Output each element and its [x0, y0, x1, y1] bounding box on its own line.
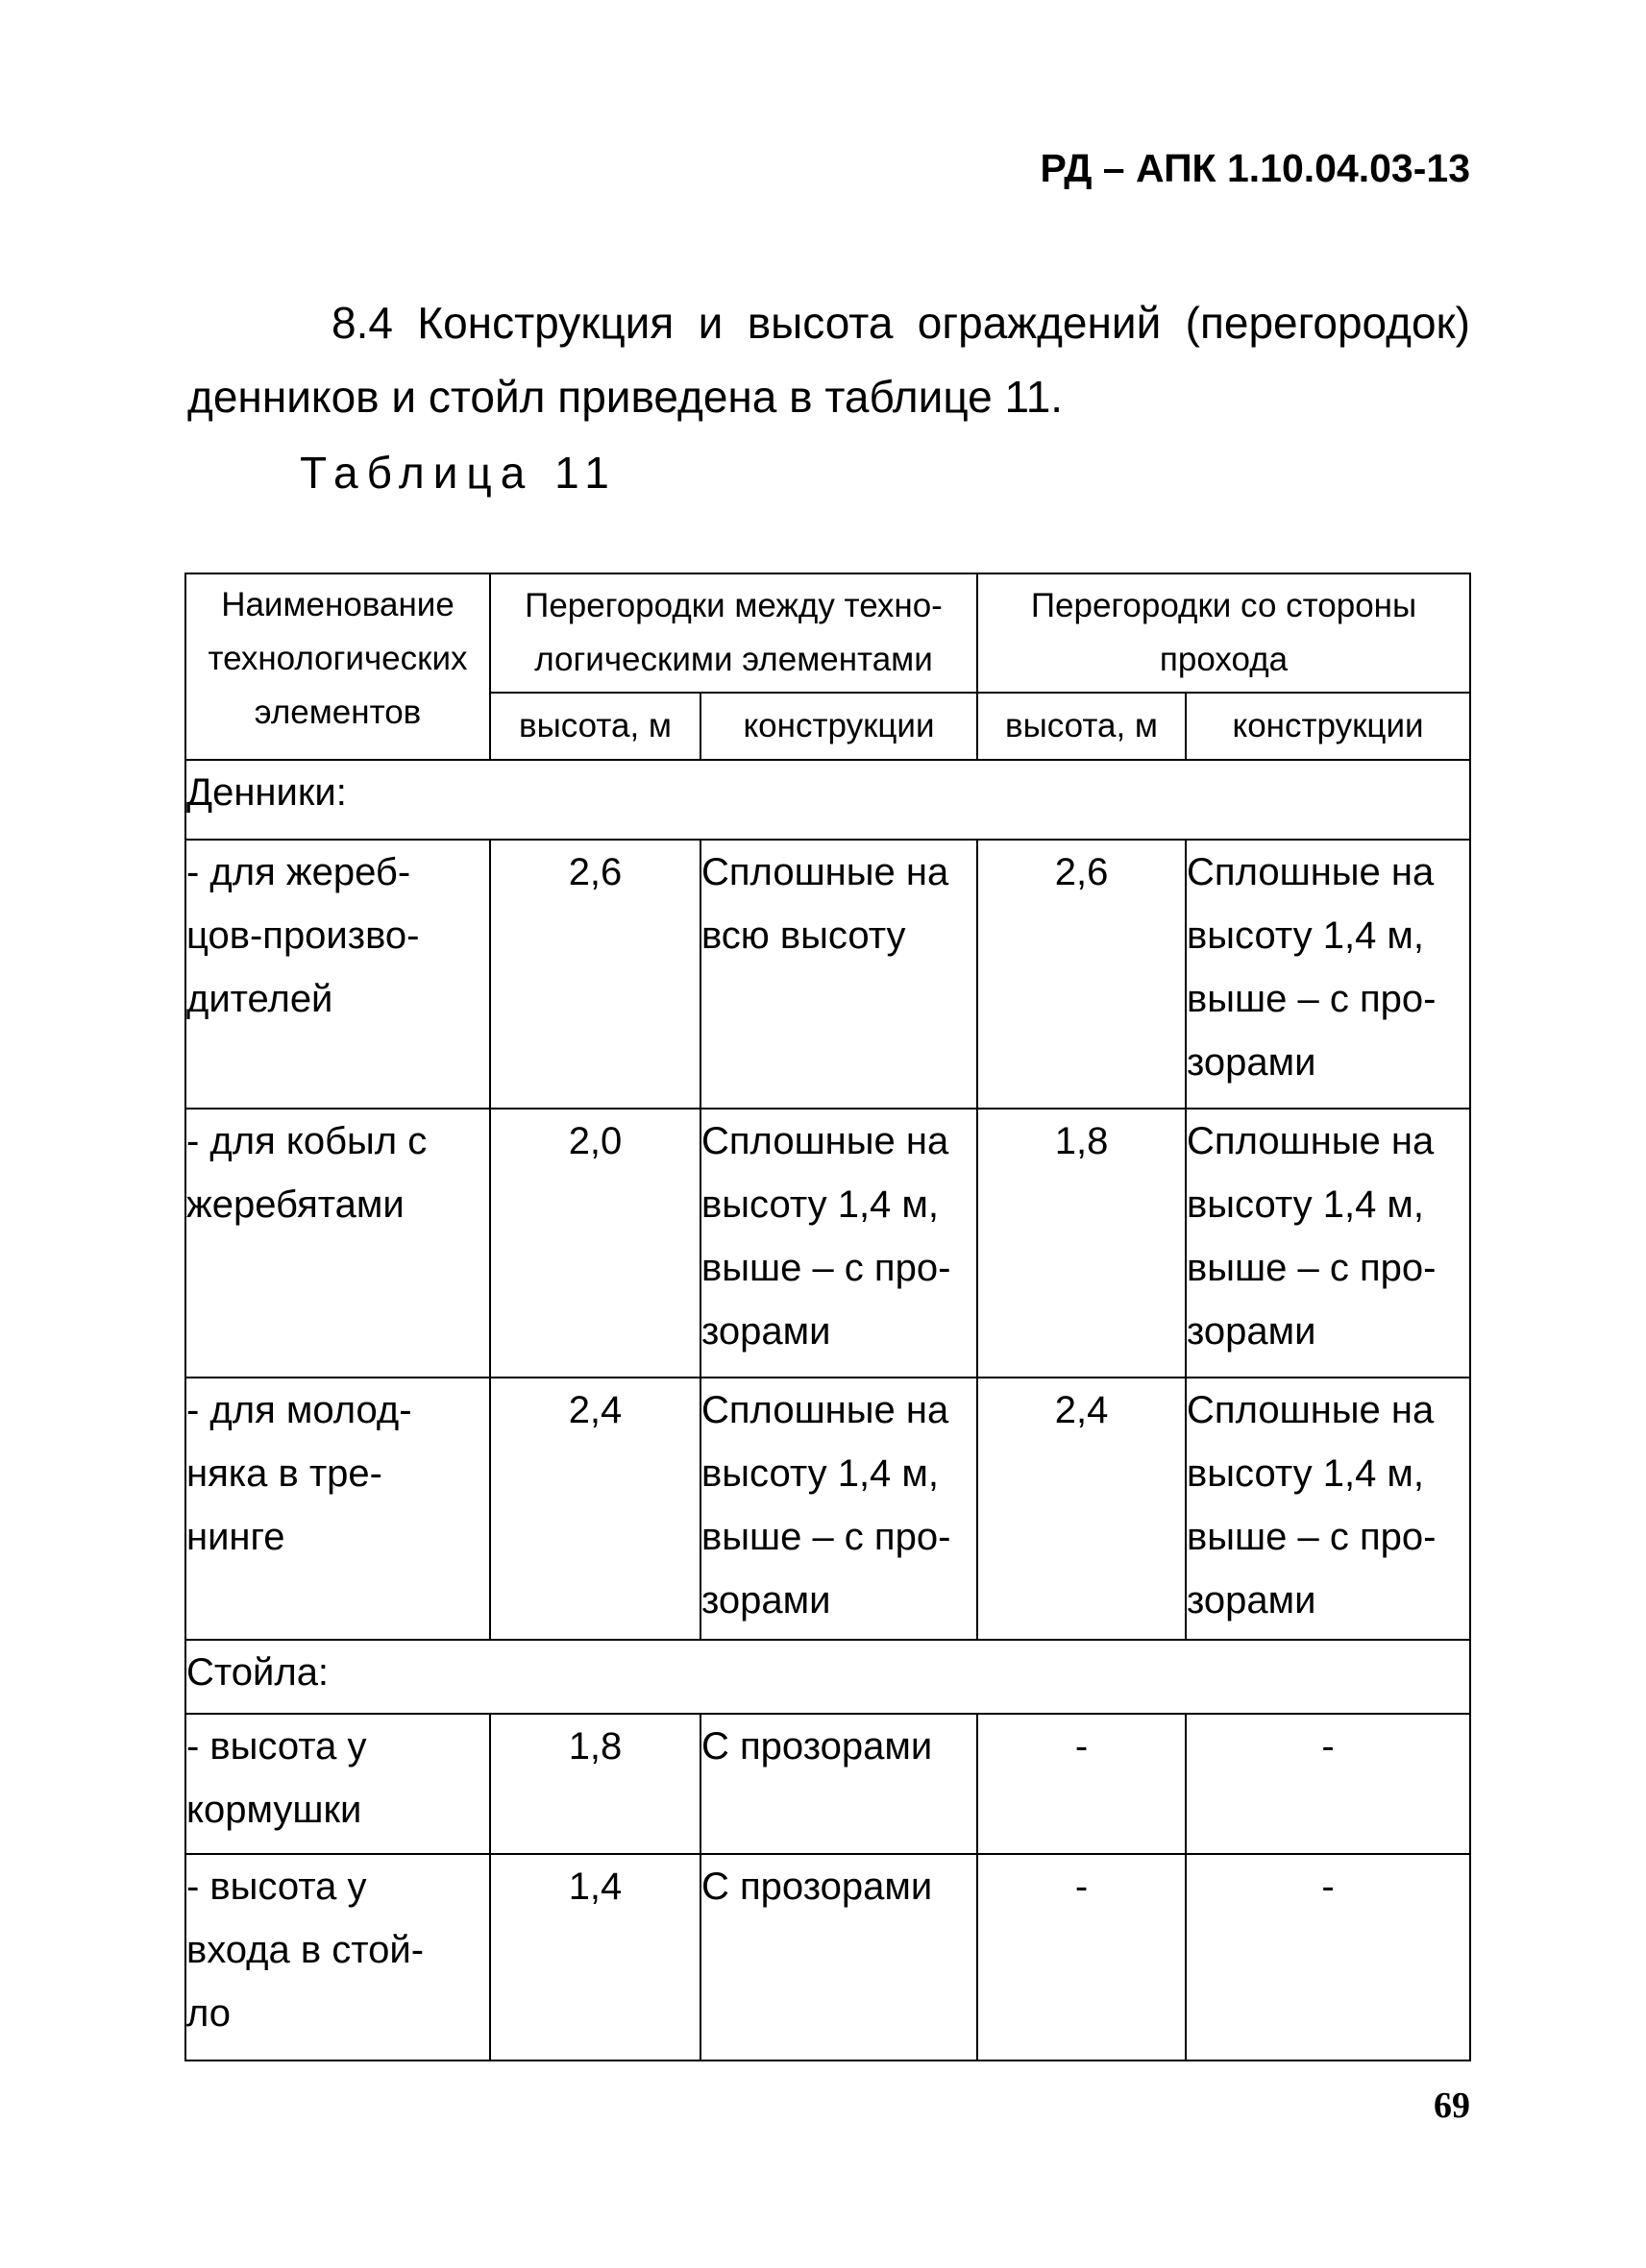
height-passage-value: 2,4 — [977, 1378, 1186, 1640]
table-row — [185, 840, 1470, 1109]
row-name: - высота у кормушки — [185, 1714, 490, 1854]
height-between-value: 2,4 — [490, 1378, 700, 1640]
header-height-passage: высота, м — [977, 693, 1186, 760]
table-row — [185, 1714, 1470, 1854]
header-partitions-between: Перегородки между техно- логическими элементами — [490, 573, 977, 693]
construction-between-value: С прозорами — [700, 1854, 977, 2061]
header-element-name: Наименование технологических элементов — [185, 573, 490, 760]
row-name: - для жереб- цов-произво- дителей — [185, 840, 490, 1109]
header-construction-between: конструкции — [700, 693, 977, 760]
group-row-stalls: Денники: — [185, 760, 1470, 840]
row-name: - для кобыл с жеребятами — [185, 1109, 490, 1378]
construction-between-value: Сплошные на высоту 1,4 м, выше – с про- зорами — [700, 1109, 977, 1378]
header-height-between: высота, м — [490, 693, 700, 760]
construction-passage-value: - — [1186, 1854, 1470, 2061]
height-passage-value: - — [977, 1714, 1186, 1854]
construction-passage-value: Сплошные на высоту 1,4 м, выше – с про- зорами — [1186, 1109, 1470, 1378]
height-between-value: 2,0 — [490, 1109, 700, 1378]
height-passage-value: 1,8 — [977, 1109, 1186, 1378]
row-name: - для молод- няка в тре- нинге — [185, 1378, 490, 1640]
height-between-value: 1,4 — [490, 1854, 700, 2061]
group-row-stands: Стойла: — [185, 1640, 1470, 1714]
height-passage-value: - — [977, 1854, 1186, 2061]
table-row — [185, 1854, 1470, 2061]
row-name: - высота у входа в стой- ло — [185, 1854, 490, 2061]
table-row — [185, 1378, 1470, 1640]
paragraph-line-2: денников и стойл приведена в таблице 11. — [187, 372, 1064, 422]
table-caption: Таблица 11 — [300, 448, 618, 498]
height-between-value: 2,6 — [490, 840, 700, 1109]
construction-between-value: Сплошные на всю высоту — [700, 840, 977, 1109]
document-code: РД – АПК 1.10.04.03-13 — [1040, 146, 1470, 190]
header-partitions-passage: Перегородки со стороны прохода — [977, 573, 1470, 693]
height-passage-value: 2,6 — [977, 840, 1186, 1109]
paragraph-line-1: 8.4 Конструкция и высота ограждений (перегородок) — [332, 298, 1470, 348]
header-construction-passage: конструкции — [1186, 693, 1470, 760]
table-row — [185, 1109, 1470, 1378]
section-paragraph — [187, 286, 1470, 434]
construction-passage-value: Сплошные на высоту 1,4 м, выше – с про- зорами — [1186, 1378, 1470, 1640]
partition-table — [184, 573, 1471, 2061]
construction-passage-value: - — [1186, 1714, 1470, 1854]
page-number: 69 — [1434, 2085, 1470, 2126]
height-between-value: 1,8 — [490, 1714, 700, 1854]
construction-passage-value: Сплошные на высоту 1,4 м, выше – с про- зорами — [1186, 840, 1470, 1109]
construction-between-value: Сплошные на высоту 1,4 м, выше – с про- зорами — [700, 1378, 977, 1640]
construction-between-value: С прозорами — [700, 1714, 977, 1854]
